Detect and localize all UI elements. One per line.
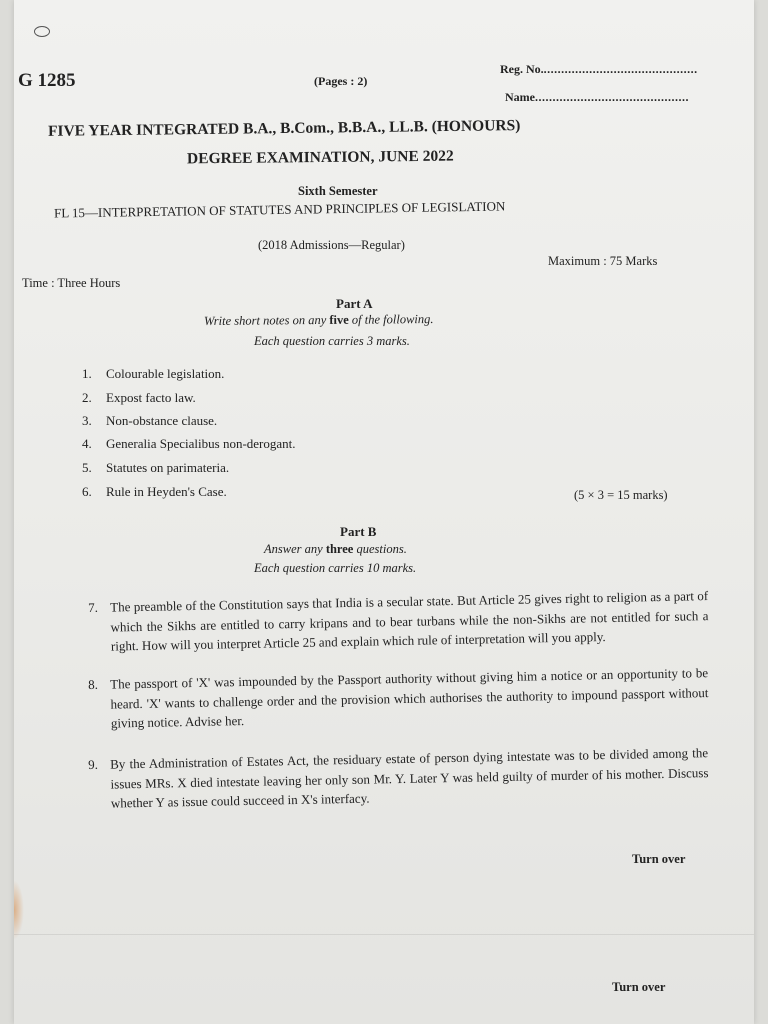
part-a-total-marks: (5 × 3 = 15 marks) <box>574 488 668 502</box>
part-a-question <box>82 390 196 406</box>
part-b-question <box>88 743 709 813</box>
part-a-instruction-text: Write short notes on any <box>203 312 330 329</box>
part-a-question <box>82 413 217 429</box>
reg-no-label: Reg. No. <box>500 62 544 76</box>
punch-hole-icon <box>34 26 50 37</box>
paper-stain <box>14 880 24 940</box>
part-a-question <box>82 484 227 500</box>
subject-title: FL 15—INTERPRETATION OF STATUTES AND PRINCIPLES OF LEGISLATION <box>53 198 506 221</box>
question-number: 6. <box>82 484 92 499</box>
admissions: (2018 Admissions—Regular) <box>258 238 405 252</box>
part-b-instruction-text: Answer any <box>264 542 326 556</box>
reg-no-field <box>500 62 698 77</box>
exam-title-line1: FIVE YEAR INTEGRATED B.A., B.Com., B.B.A., LL.B. (HONOURS) <box>47 117 521 140</box>
part-a-question <box>82 436 296 452</box>
part-a-instruction-count: five <box>329 312 349 327</box>
question-number: 2. <box>82 390 92 405</box>
paper-code: G 1285 <box>18 70 76 91</box>
part-b-instruction <box>264 542 407 557</box>
paper-fold-line <box>14 934 754 935</box>
question-text: Non-obstance clause. <box>106 413 218 428</box>
question-text: Rule in Heyden's Case. <box>106 484 227 499</box>
part-b-question <box>88 586 709 656</box>
turn-over-note-bottom: Turn over <box>612 980 666 994</box>
part-a-question <box>82 460 229 476</box>
question-number: 5. <box>82 460 92 475</box>
part-a-heading: Part A <box>336 296 373 311</box>
question-text: Statutes on parimateria. <box>106 460 230 475</box>
question-number: 7. <box>88 599 99 615</box>
name-field <box>505 90 689 105</box>
question-number: 9. <box>88 756 99 772</box>
part-b-marks-instruction: Each question carries 10 marks. <box>254 561 417 575</box>
part-a-instruction <box>204 312 434 329</box>
part-b-instruction-count: three <box>325 542 354 556</box>
question-text: By the Administration of Estates Act, the residuary estate of person dying intestate was to be divided among the issues MRs. X died intestate leaving her only son Mr. Y. Later Y was held guilty of murder of his mother. Discuss whether Y as issue could succeed in X's interfacy. <box>110 745 709 811</box>
question-text: Expost facto law. <box>106 390 196 405</box>
maximum-marks: Maximum : 75 Marks <box>548 254 658 268</box>
question-text: The preamble of the Constitution says that India is a secular state. But Article 25 gives right to religion as a part of which the Sikhs are entitled to carry kripans and to bear turbans while the non-Sikhs are not entitled for such a right. How will you interpret Article 25 and explain which rule of interpretation will you apply. <box>110 588 709 654</box>
question-text: Generalia Specialibus non-derogant. <box>106 436 296 451</box>
part-a-question <box>82 366 224 382</box>
exam-title-line2: DEGREE EXAMINATION, JUNE 2022 <box>186 147 454 168</box>
question-number: 1. <box>82 366 92 381</box>
question-text: Colourable legislation. <box>106 366 225 381</box>
turn-over-note: Turn over <box>632 852 686 866</box>
reg-no-blank: ............................................ <box>543 62 698 76</box>
page-count: (Pages : 2) <box>314 74 368 88</box>
question-number: 8. <box>88 676 99 692</box>
part-b-instruction-tail: questions. <box>353 542 407 556</box>
part-b-heading: Part B <box>340 524 377 539</box>
name-blank: ............................................ <box>535 90 689 104</box>
exam-duration: Time : Three Hours <box>22 276 121 290</box>
part-a-instruction-tail: of the following. <box>348 311 434 327</box>
question-number: 3. <box>82 413 92 428</box>
question-number: 4. <box>82 436 92 451</box>
part-b-question <box>88 663 709 733</box>
name-label: Name <box>505 90 535 104</box>
question-text: The passport of 'X' was impounded by the Passport authority without giving him a notice or an opportunity to be heard. 'X' wants to challenge order and the provision which authorises the authority to impound passport without giving notice. Advise her. <box>110 665 709 731</box>
semester: Sixth Semester <box>298 184 378 198</box>
part-a-marks-instruction: Each question carries 3 marks. <box>254 334 410 348</box>
